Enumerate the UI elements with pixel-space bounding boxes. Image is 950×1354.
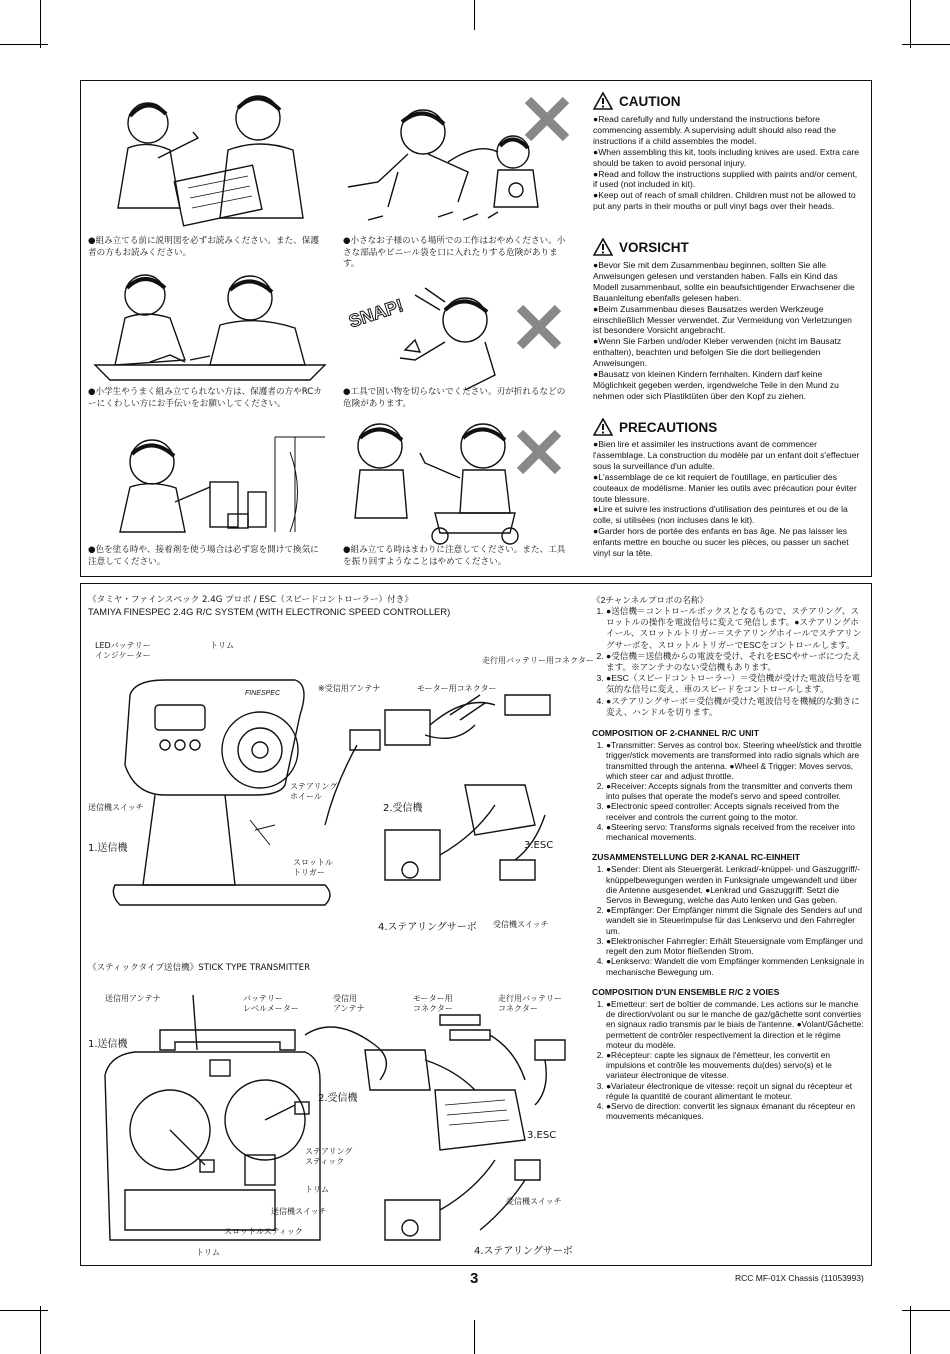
esc-label: 3.ESC xyxy=(524,840,554,851)
throttle-trigger-label: スロットル トリガー xyxy=(293,858,333,877)
ja-item: 4. ●ステアリングサーボ＝受信機が受けた電波信号を機械的な動きに変え、ハンドルを切ります。 xyxy=(606,696,864,718)
de-item: 4. ●Lenkservo: Wandelt die vom Empfänger kommenden Lenksignale in mechanische Bewegung um. xyxy=(606,956,864,976)
precautions-item: ●Lire et suivre les instructions d'utilisation des peintures et ou de la colle, si utilisées (non incluses dans le kit). xyxy=(593,504,848,526)
fr-item: 4. ●Servo de direction: convertit les signaux émanant du récepteur en mouvements mécaniques. xyxy=(606,1101,864,1121)
led-indicator-label: LEDバッテリー インジケーター xyxy=(95,641,151,660)
vorsicht-item: ●Bevor Sie mit dem Zusammenbau beginnen, sollten Sie alle Anweisungen gelesen und verstanden haben. Falls ein Kind das Modell zusammenbaut, sollte ein beaufsichtigender Erwachsener die Bauanleitung ebenfalls gelesen haben. xyxy=(593,260,855,303)
vorsicht-item: ●Beim Zusammenbau dieses Bausatzes werden Werkzeuge einschließlich Messer verwendet. Zur Vermeidung von Verletzungen ist besondere Vorsicht angebracht. xyxy=(593,303,852,336)
safety-caption: ●組み立てる時はまわりに注意してください。また、工具を振り回すようなことはやめてください。 xyxy=(343,545,566,567)
caution-heading xyxy=(593,92,681,110)
precautions-item: ●Bien lire et assimiler les instructions avant de commencer l'assemblage. La construction du modèle par un enfant doit s'effectuer sous la surveillance d'un adulte. xyxy=(593,439,860,471)
crop-mark xyxy=(474,0,475,30)
battery-connector-label: 走行用バッテリー用コネクター xyxy=(482,656,594,665)
trim-label-3: トリム xyxy=(196,1248,220,1257)
esc-label-2: 3.ESC xyxy=(527,1130,557,1141)
caution-item: ●When assembling this kit, tools including knives are used. Extra care should be taken to avoid personal injury. xyxy=(593,146,859,168)
document-code: RCC MF-01X Chassis (11053993) xyxy=(735,1273,864,1283)
vorsicht-title: VORSICHT xyxy=(619,239,689,255)
fr-block xyxy=(592,987,864,1122)
stick-title: 《スティックタイプ送信機》STICK TYPE TRANSMITTER xyxy=(88,963,311,973)
battery-level-meter-label: バッテリー レベルメーター xyxy=(243,994,299,1013)
caution-item: ●Keep out of reach of small children. Children must not be allowed to put any parts in their mouths or pull vinyl bags over their heads. xyxy=(593,190,856,212)
safety-caption: ●小さなお子様のいる場所での工作はおやめください。小さな部品やビニール袋を口に入れたりする危険があります。 xyxy=(343,236,566,270)
receiving-antenna-label: 受信用 アンテナ xyxy=(333,994,365,1013)
en-block xyxy=(592,728,864,842)
crop-mark xyxy=(40,1306,41,1354)
steering-wheel-label: ステアリング ホイール xyxy=(290,782,338,801)
careful-with-tools-illustration xyxy=(345,418,575,546)
caution-item: ●Read carefully and fully understand the instructions before commencing assembly. A supervising adult should also read the instructions if a child assembles the model. xyxy=(593,114,836,146)
receiver-label: 2.受信機 xyxy=(383,803,423,814)
no-cutting-hard-objects-illustration xyxy=(345,280,575,395)
en-heading: COMPOSITION OF 2-CHANNEL R/C UNIT xyxy=(592,728,759,739)
warning-triangle-icon xyxy=(593,92,613,110)
receiver-switch-label: 受信機スイッチ xyxy=(493,920,549,929)
transmitting-antenna-label: 送信用アンテナ xyxy=(105,994,161,1003)
rc-descriptions xyxy=(592,594,864,1131)
ventilation-illustration xyxy=(90,432,330,542)
caution-item: ●Read and follow the instructions supplied with paints and/or cement, if used (not included in kit). xyxy=(593,168,858,190)
throttle-stick-label: スロットルスティック xyxy=(224,1227,303,1236)
precautions-body xyxy=(593,439,861,559)
trim-label: トリム xyxy=(210,641,234,650)
vorsicht-heading xyxy=(593,238,689,256)
de-item: 1. ●Sender: Dient als Steuergerät. Lenkrad/-knüppel- und Gaszuggriff/- knüppelbewegungen werden in Funksignale umgewandelt und über die Antenne ausgesendet. ●Lenkrad und Gaszuggriff: Setzt die Servos in Bewegung, welche das Auto lenken und Gas geben. xyxy=(606,864,864,905)
transmitter-label: 1.送信機 xyxy=(88,843,128,854)
motor-connector-label: モーター用コネクター xyxy=(417,684,497,693)
vorsicht-item: ●Wenn Sie Farben und/oder Kleber verwenden (nicht im Bausatz enthalten), beachten und befolgen Sie die dort beiliegenden Anweisungen. xyxy=(593,336,842,369)
warning-triangle-icon xyxy=(593,238,613,256)
safety-caption: ●工具で固い物を切らないでください。刃が折れるなどの危険があります。 xyxy=(343,387,566,409)
rc-title-en: TAMIYA FINESPEC 2.4G R/C SYSTEM (WITH ELECTRONIC SPEED CONTROLLER) xyxy=(88,606,451,617)
page-number: 3 xyxy=(470,1270,479,1287)
fr-item: 2. ●Récepteur: capte les signaux de l'émetteur, les convertit en impulsions et contrôle les mouvements du(des) servo(s) et le variateur électronique de vitesse. xyxy=(606,1050,864,1081)
fr-heading: COMPOSITION D'UN ENSEMBLE R/C 2 VOIES xyxy=(592,986,780,997)
precautions-heading xyxy=(593,418,717,436)
safety-caption: ●色を塗る時や、接着剤を使う場合は必ず窓を開けて換気に注意してください。 xyxy=(88,545,319,567)
ja-block xyxy=(592,594,864,718)
vorsicht-body xyxy=(593,260,861,402)
fr-item: 3. ●Variateur électronique de vitesse: reçoit un signal du récepteur et régule la quantité de courant alimentant le moteur. xyxy=(606,1081,864,1101)
receiver-label-2: 2.受信機 xyxy=(318,1093,358,1104)
receiver-switch-label-2: 受信機スイッチ xyxy=(506,1197,562,1206)
en-item: 4. ●Steering servo: Transforms signals received from the receiver into mechanical movements. xyxy=(606,822,864,842)
fr-item: 1. ●Emetteur: sert de boîtier de commande. Les actions sur le manche de direction/volant ou sur le manche de gaz/gâchette sont converties en signaux radio transmis par le biais de l'antenne. ●Volant/Gâchette: permettent de contrôler respectivement la direction et le régime moteur du modèle. xyxy=(606,999,864,1050)
de-heading: ZUSAMMENSTELLUNG DER 2-KANAL RC-EINHEIT xyxy=(592,852,800,863)
crop-mark xyxy=(910,0,911,48)
precautions-item: ●L'assemblage de ce kit requiert de l'outillage, en particulier des couteaux de modélisme. Manier les outils avec précaution pour éviter toute blessure. xyxy=(593,471,857,504)
no-small-children-illustration xyxy=(338,92,588,232)
de-block xyxy=(592,852,864,976)
rc-title-ja: 《タミヤ・ファインスペック 2.4G プロポ / ESC（スピードコントローラー）付き》 xyxy=(88,595,413,605)
caution-title: CAUTION xyxy=(619,93,681,109)
transmitter-label-2: 1.送信機 xyxy=(88,1039,128,1050)
trim-label-2: トリム xyxy=(305,1185,329,1194)
transmitter-switch-label: 送信機スイッチ xyxy=(88,803,144,812)
en-item: 3. ●Electronic speed controller: Accepts signals received from the receiver and controls the current going to the motor. xyxy=(606,801,864,821)
ja-item: 1. ●送信機＝コントロールボックスとなるもので、ステアリング、スロットルの操作を電波信号に変えて発信します。●ステアリングホイール、スロットルトリガー＝ステアリングホイールでステアリングサーボを、スロットルトリガーでESCをコントロールします。 xyxy=(606,606,864,651)
caution-body xyxy=(593,114,861,212)
transmitter-switch-label-2: 送信機スイッチ xyxy=(271,1207,327,1216)
de-item: 3. ●Elektronischer Fahrregler: Erhält Steuersignale vom Empfänger und regelt den zum Motor fließenden Strom. xyxy=(606,936,864,956)
ja-item: 3. ●ESC（スピードコントローラー）＝受信機が受けた電波信号を電気的な信号に変え、車のスピードをコントロールします。 xyxy=(606,673,864,695)
vorsicht-item: ●Bausatz von kleinen Kindern fernhalten. Kindern darf keine Möglichkeit gegeben werden, irgendwelche Teile in den Mund zu nehmen oder sich Plastiktüten über den Kopf zu ziehen. xyxy=(593,369,839,401)
safety-caption: ●組み立てる前に説明図を必ずお読みください。また、保護者の方もお読みください。 xyxy=(88,236,319,258)
crop-mark xyxy=(910,1306,911,1354)
safety-caption: ●小学生やうまく組み立てられない方は、保護者の方やRCカーにくわしい方にお手伝いをお願いしてください。 xyxy=(88,387,322,409)
brand-text: FINESPEC xyxy=(245,690,281,697)
stick-transmitter-diagram xyxy=(95,990,575,1255)
steering-stick-label: ステアリング スティック xyxy=(305,1147,353,1166)
crop-mark xyxy=(474,1320,475,1354)
snap-text: SNAP! xyxy=(346,295,406,332)
de-item: 2. ●Empfänger: Der Empfänger nimmt die Signale des Senders auf und wandelt sie in Steuerimpulse für das Lenkservo und den Fahrregler um. xyxy=(606,905,864,936)
warning-triangle-icon xyxy=(593,418,613,436)
motor-connector-label-2: モーター用 コネクター xyxy=(413,994,453,1013)
en-item: 2. ●Receiver: Accepts signals from the transmitter and converts them into pulses that operate the model's servo and speed controller. xyxy=(606,781,864,801)
en-item: 1. ●Transmitter: Serves as control box. Steering wheel/stick and throttle trigger/stick movements are transformed into radio signals which are transmitted through the antenna. ●Wheel & Trigger: Moves servos, which steer car and adjust throttle. xyxy=(606,740,864,781)
ja-item: 2. ●受信機＝送信機からの電波を受け、それをESCやサーボにつたえます。※アンテナのない受信機もあります。 xyxy=(606,651,864,673)
adult-help-illustration xyxy=(90,270,330,390)
ja-heading: 《2チャンネルプロポの名称》 xyxy=(592,595,708,605)
precautions-item: ●Garder hors de portée des enfants en bas âge. Ne pas laisser les enfants mettre en bouche ou sucer les pièces, ou passer un sachet vinyl sur la tête. xyxy=(593,526,849,559)
steering-servo-label: 4.ステアリングサーボ xyxy=(378,922,477,933)
steering-servo-label-2: 4.ステアリングサーボ xyxy=(474,1246,573,1257)
crop-mark xyxy=(40,0,41,48)
reading-instructions-illustration xyxy=(88,88,328,228)
battery-connector-label-2: 走行用バッテリー コネクター xyxy=(498,994,562,1013)
antenna-label: ※受信用アンテナ xyxy=(318,684,381,693)
precautions-title: PRECAUTIONS xyxy=(619,419,718,435)
